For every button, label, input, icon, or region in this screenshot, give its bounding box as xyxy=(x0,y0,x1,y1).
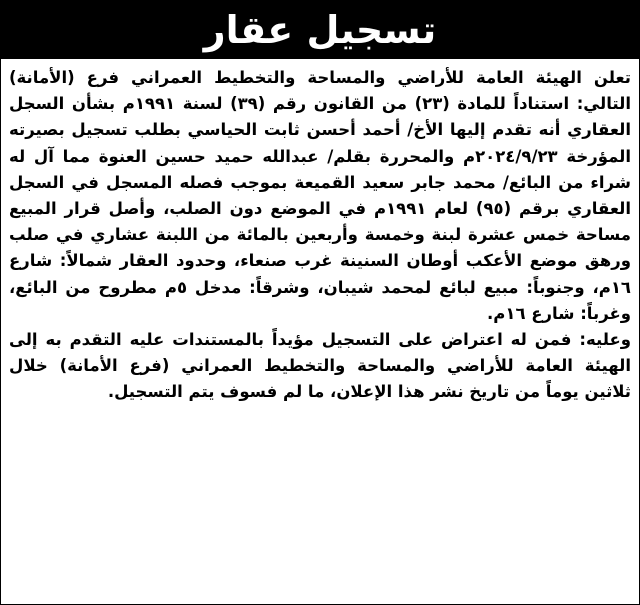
notice-body xyxy=(9,65,631,595)
notice-header xyxy=(1,1,639,59)
notice-paragraph-announcement: تعلن الهيئة العامة للأراضي والمساحة والتخطيط العمراني فرع (الأمانة) التالي: استناداً للمادة (٢٣) من القانون رقم (٣٩) لسنة ١٩٩١م بشأن السجل العقاري أنه تقدم إليها الأخ/ أحمد أحسن ثابت الحياسي بطلب تسجيل بصيرته المؤرخة ٢٠٢٤/٩/٢٣م والمحررة بقلم/ عبدالله حميد حسين العنوة مما آل له شراء من البائع/ محمد جابر سعيد القميعة بموجب فصله المسجل في السجل العقاري برقم (٩٥) لعام ١٩٩١م في الموضع دون الصلب، وأصل قرار المبيع مساحة خمس عشرة لبنة وخمسة وأربعين بالمائة من اللبنة عشاري في صلب ورهق موضع الأعكب أوطان السنينة غرب صنعاء، وحدود العقار شمالاً: شارع ١٦م، وجنوباً: مبيع لبائع لمحمد شيبان، وشرقاً: مدخل ٥م مطروح من البائع، وغرباً: شارع ١٦م. xyxy=(9,68,631,323)
notice-title: تسجيل عقار xyxy=(203,8,437,52)
notice-paragraph-objection: وعليه: فمن له اعتراض على التسجيل مؤيداً بالمستندات عليه التقدم به إلى الهيئة العامة للأراضي والمساحة والتخطيط العمراني (فرع الأمانة) خلال ثلاثين يوماً من تاريخ نشر هذا الإعلان، ما لم فسوف يتم التسجيل. xyxy=(9,330,631,402)
